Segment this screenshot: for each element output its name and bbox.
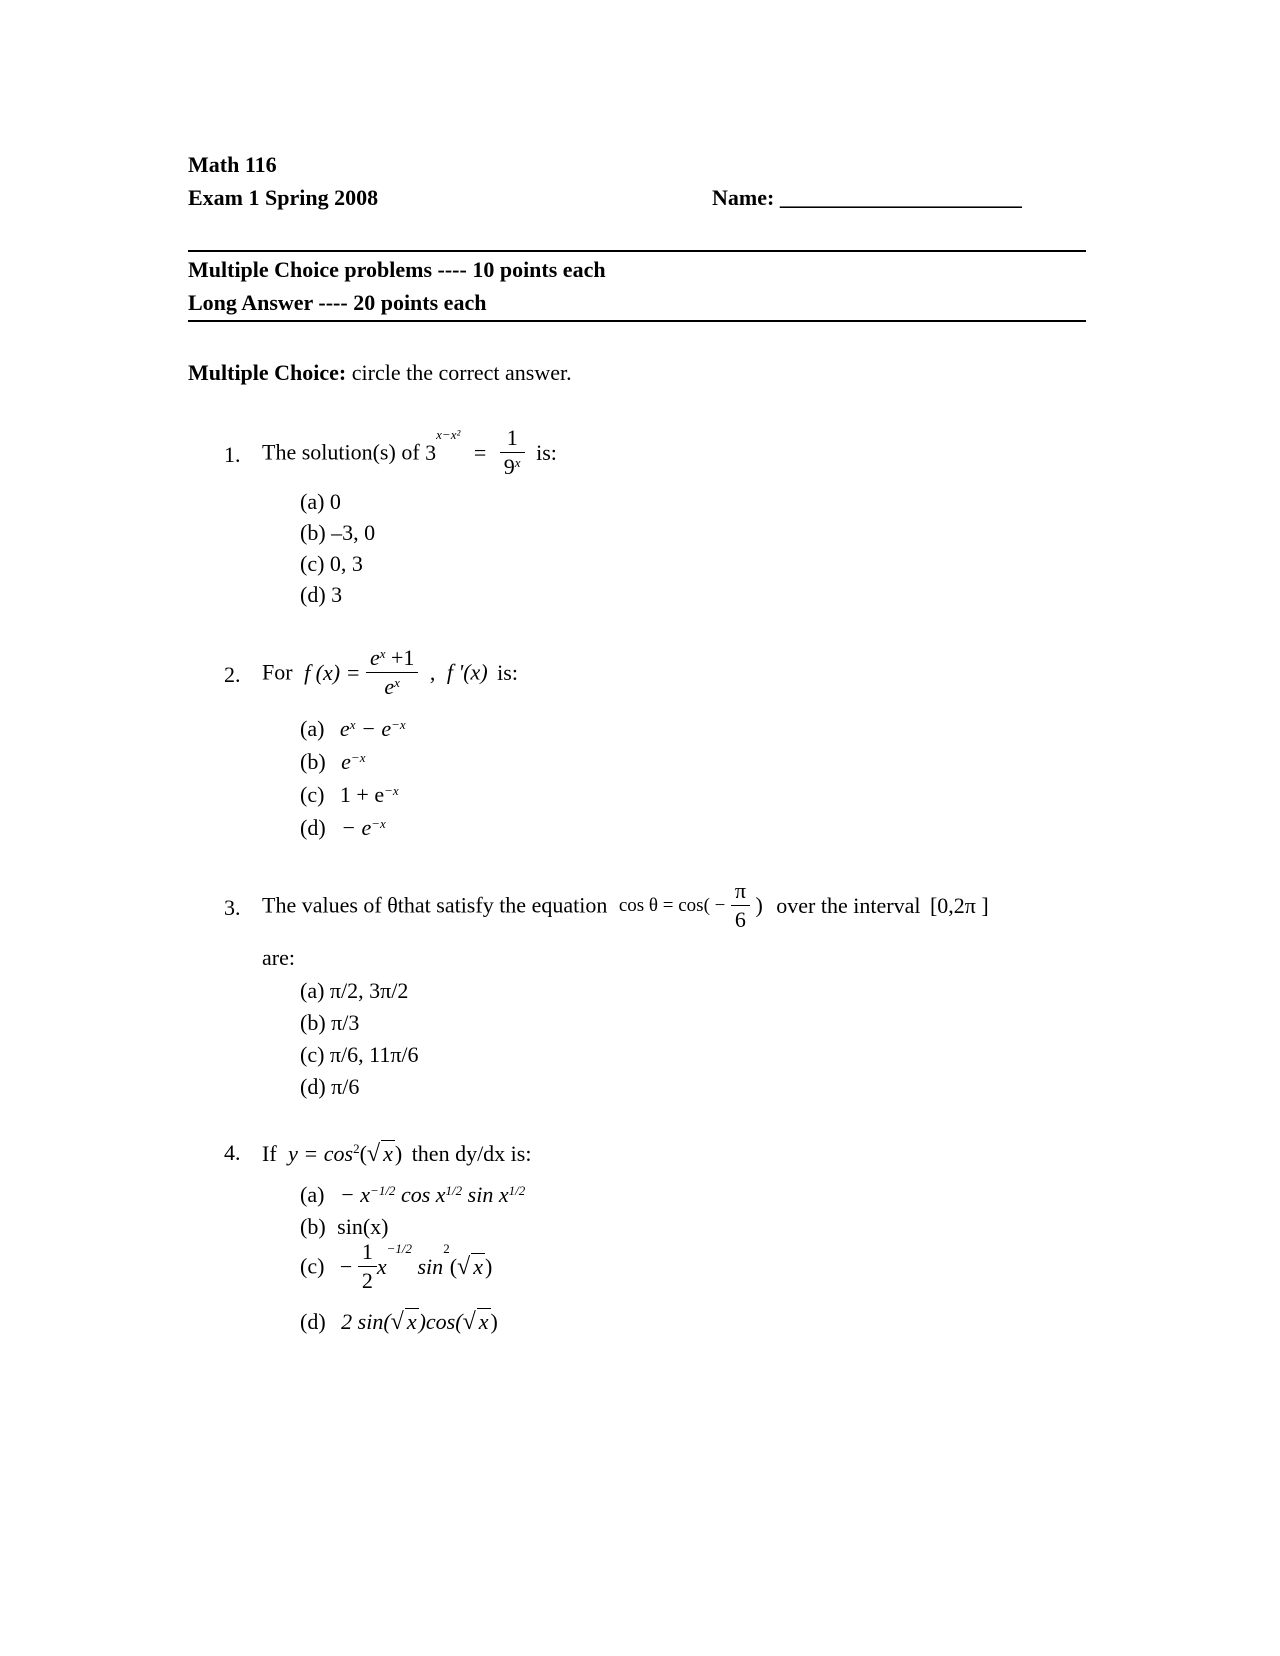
q3-choice-c[interactable]: (c) π/6, 11π/6 [300,1042,419,1067]
q2-choice-a[interactable]: (a) $e^x - e^{-x}$ [300,716,406,741]
q4-choice-b[interactable]: (b) sin(x) [300,1214,389,1239]
question-3-prompt: The values of θthat satisfy the equation cos θ = cos( − $\frac{\pi}{6}$ ) over the interval [0,2π ] [262,878,989,932]
name-blank: ______________________ [779,185,1022,210]
question-3-number: 3. [224,895,241,920]
q1-choice-b[interactable]: (b) –3, 0 [300,520,376,545]
q4-choice-c[interactable]: (c) − $\frac{1}{2}$ $x^{-1/2}$ $\sin^2(√$ x) [300,1239,493,1293]
q1-choice-a[interactable]: (a) 0 [300,489,341,514]
question-4-number: 4. [224,1140,241,1165]
name-field[interactable] [712,185,1022,211]
question-2-prompt: For f (x) = $\frac{e^x +1}{e^x}$ , f '(x) is: [262,645,518,699]
q4-choice-a[interactable]: $(a) - x^{-1/2}$ $\cos x^{1/2}$ $\sin x^{1/2}$ [300,1182,526,1207]
q3-choice-a[interactable]: (a) π/2, 3π/2 [300,978,409,1003]
q4-choice-c-fraction: $\frac{1}{2}$ [358,1238,377,1295]
scoring-line-1: Multiple Choice problems ---- 10 points each [188,257,606,282]
scoring-line-2: Long Answer ---- 20 points each [188,290,487,315]
instructions-label: Multiple Choice: [188,360,347,385]
course-title: Math 116 [188,152,277,177]
instructions-text: circle the correct answer. [346,360,572,385]
top-divider [188,250,1086,252]
q3-choice-b[interactable]: (b) π/3 [300,1010,360,1035]
question-4-prompt: If $y = \cos^2(√$ x) then dy/dx is: [262,1141,532,1167]
question-3-fraction: $\frac{\pi}{6}$ [731,877,750,934]
question-3-prompt-end: are: [262,945,295,970]
q1-choice-d[interactable]: (d) 3 [300,582,343,607]
question-2-fraction: $\frac{e^x +1}{e^x}$ [366,644,418,701]
question-1-prompt: The solution(s) of $3^{x-x^2}$ = $\frac{1}{9^x}$ is: [262,425,557,479]
q1-choice-c[interactable]: (c) 0, 3 [300,551,363,576]
q2-choice-d[interactable]: $(d) - e^{-x}$ [300,815,386,840]
question-1-fraction: $\frac{1}{9^x}$ [500,424,525,481]
question-2-number: 2. [224,662,241,687]
name-label: Name: [712,185,775,210]
bottom-divider [188,320,1086,322]
exam-title: Exam 1 Spring 2008 [188,185,379,210]
question-1-number: 1. [224,442,241,467]
q4-choice-d[interactable]: (d) 2 sin(√ x)cos(√ x) [300,1309,498,1335]
instructions [188,360,572,386]
q2-choice-c[interactable]: (c) $1 + e^{-x}$ [300,782,399,807]
q3-choice-d[interactable]: (d) π/6 [300,1074,360,1099]
q2-choice-b[interactable]: (b) $e^{-x}$ [300,749,366,774]
